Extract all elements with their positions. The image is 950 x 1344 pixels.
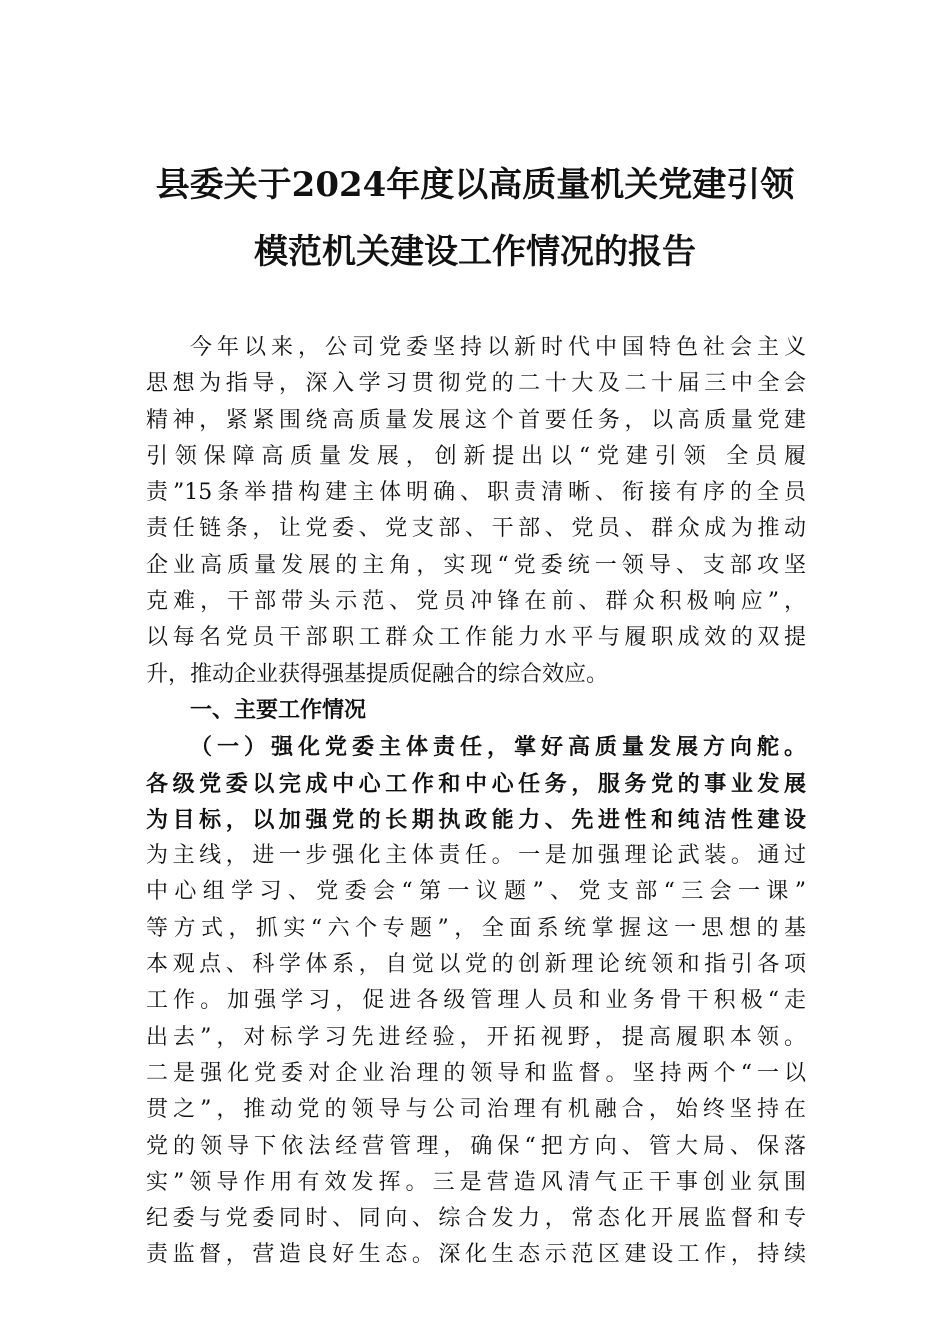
body-line: 贯之”，推动党的领导与公司治理有机融合，始终坚持在 [146,1097,806,1123]
body-line: 责监督，营造良好生态。深化生态示范区建设工作，持续 [146,1242,806,1268]
document-title-line-1: 县委关于2024年度以高质量机关党建引领 [155,165,795,205]
document-body [146,330,806,1274]
body-line: 党的领导下依法经营管理，确保“把方向、管大局、保落 [146,1133,806,1159]
body-line: 今年以来，公司党委坚持以新时代中国特色社会主义 [190,335,806,360]
body-line: 纪委与党委同时、同向、综合发力，常态化开展监督和专 [146,1206,806,1232]
body-line: 责”15条举措构建主体明确、职责清晰、衔接有序的全员 [146,480,806,506]
body-line: 等方式，抓实“六个专题”，全面系统掌握这一思想的基 [146,915,806,941]
body-line: 以每名党员干部职工群众工作能力水平与履职成效的双提 [146,625,806,651]
body-line: 出去”，对标学习先进经验，开拓视野，提高履职本领。 [146,1024,806,1050]
body-line: 实”领导作用有效发挥。三是营造风清气正干事创业氛围 [146,1169,806,1195]
body-line: 思想为指导，深入学习贯彻党的二十大及二十届三中全会 [146,371,806,397]
body-line: 中心组学习、党委会“第一议题”、党支部“三会一课” [146,879,806,905]
body-line: 升，推动企业获得强基提质促融合的综合效应。 [146,661,609,687]
body-line: 本观点、科学体系，自觉以党的创新理论统领和指引各项 [146,952,806,978]
document-title-line-2: 模范机关建设工作情况的报告 [254,232,696,272]
section-heading: 一、主要工作情况 [190,697,367,723]
body-line: 引领保障高质量发展，创新提出以“党建引领 全员履 [146,443,806,469]
body-line: 为目标，以加强党的长期执政能力、先进性和纯洁性建设 [146,806,806,833]
body-line: 工作。加强学习，促进各级管理人员和业务骨干积极“走 [146,988,806,1014]
body-line: 企业高质量发展的主角，实现“党委统一领导、支部攻坚 [146,552,806,578]
body-line: 责任链条，让党委、党支部、干部、党员、群众成为推动 [146,516,806,542]
body-line: 二是强化党委对企业治理的领导和监督。坚持两个“一以 [146,1060,806,1086]
subsection-heading: （一）强化党委主体责任，掌好高质量发展方向舵。 [190,734,806,761]
body-line: 为主线，进一步强化主体责任。一是加强理论武装。通过 [146,843,806,869]
body-line: 各级党委以完成中心工作和中心任务，服务党的事业发展 [146,770,806,797]
body-line: 精神，紧紧围绕高质量发展这个首要任务，以高质量党建 [146,407,806,433]
body-line: 克难，干部带头示范、党员冲锋在前、群众积极响应”， [146,589,806,615]
